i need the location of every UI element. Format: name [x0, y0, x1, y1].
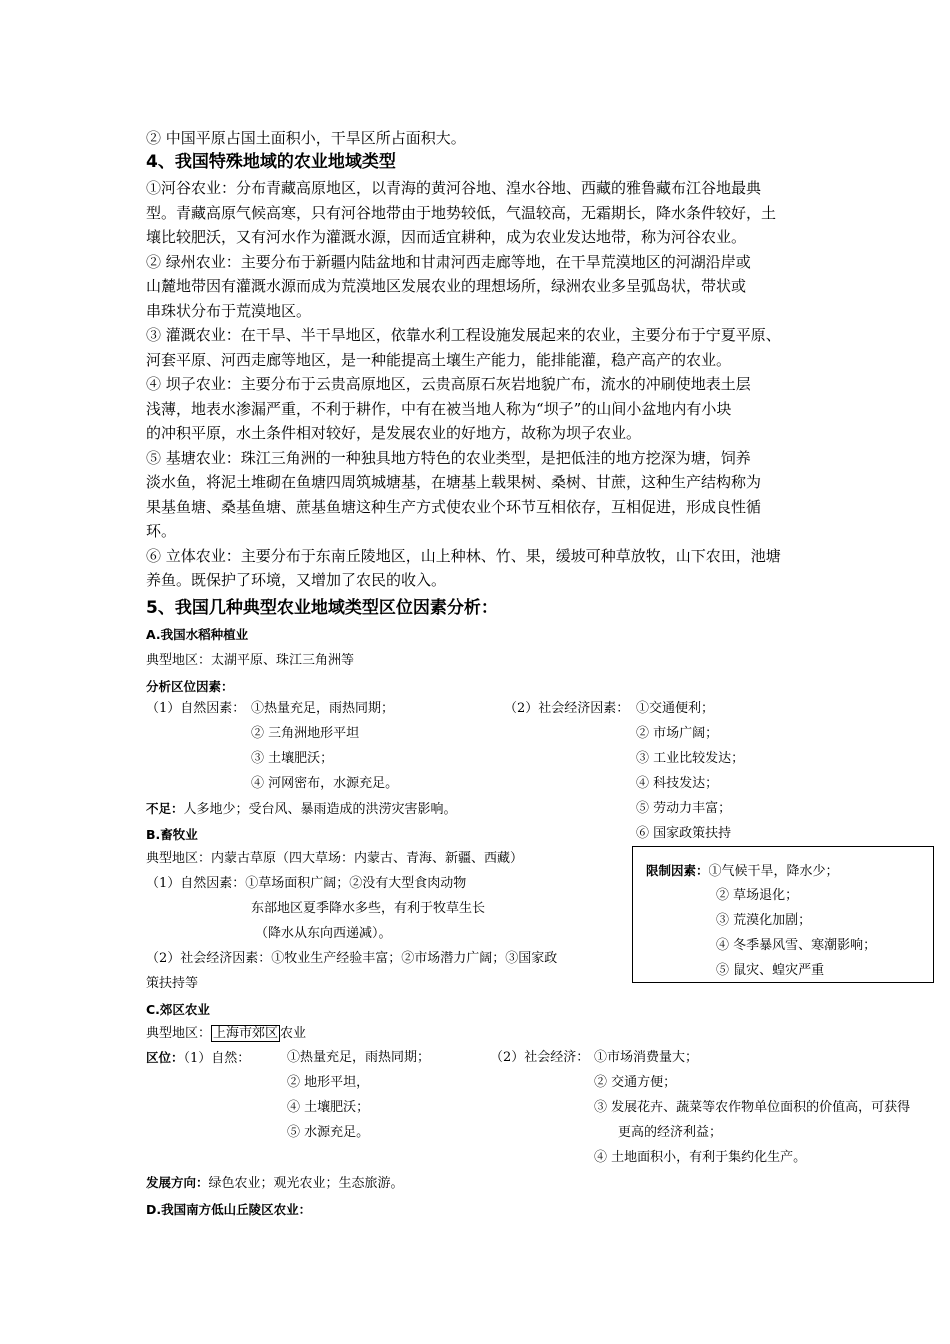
c-direction-label: 发展方向：: [146, 1175, 209, 1190]
a-deficit-text: 人多地少；受台风、暴雨造成的洪涝灾害影响。: [183, 802, 457, 817]
s4-line: 果基鱼塘、桑基鱼塘、蔗基鱼塘这种生产方式使农业个环节互相依存，互相促进，形成良性循: [146, 497, 762, 516]
c-typical-suffix: 农业: [280, 1026, 307, 1041]
b-natural-line: （1）自然因素：①草场面积广阔；②没有大型食肉动物: [146, 876, 467, 891]
s4-line: 环。: [146, 522, 177, 540]
a-deficit: [146, 796, 457, 822]
b-natural-line: （降水从东向西递减）。: [255, 926, 392, 941]
c-natural-item: ①热量充足，雨热同期；: [287, 1050, 431, 1065]
section4-title: 4、我国特殊地域的农业地域类型: [146, 152, 396, 172]
a-natural-item: ①热量充足，雨热同期；: [251, 701, 395, 716]
b-natural-line: 东部地区夏季降水多些，有利于牧草生长: [251, 901, 486, 916]
b-limit-item: ② 草场退化；: [716, 888, 799, 903]
intro-line: ② 中国平原占国土面积小，干旱区所占面积大。: [146, 129, 466, 147]
b-heading: B.畜牧业: [146, 827, 198, 842]
c-social-item: ①市场消费量大；: [594, 1050, 699, 1065]
b-limit-first: [646, 858, 839, 884]
c-direction: [146, 1170, 404, 1196]
c-typical: [146, 1021, 306, 1046]
s4-line: 型。青藏高原气候高寒，只有河谷地带由于地势较低，气温较高，无霜期长，降水条件较好，土: [146, 203, 777, 222]
s4-line: 的冲积平原，水土条件相对较好，是发展农业的好地方，故称为坝子农业。: [146, 424, 642, 442]
b-limit-item: ⑤ 鼠灾、蝗灾严重: [716, 963, 825, 978]
b-typical: 典型地区：内蒙古草原（四大草场：内蒙古、青海、新疆、西藏）: [146, 851, 524, 866]
a-social-item: ② 市场广阔；: [636, 726, 719, 741]
c-natural-prefix: （1）自然：: [183, 1051, 251, 1066]
b-social-line: 策扶持等: [146, 976, 199, 991]
s4-line: ④ 坝子农业：主要分布于云贵高原地区，云贵高原石灰岩地貌广布，流水的冲刷使地表土层: [146, 375, 751, 393]
c-social-prefix: （2）社会经济：: [490, 1050, 590, 1065]
section5-title: 5、我国几种典型农业地域类型区位因素分析：: [146, 598, 498, 618]
c-location-first: [146, 1045, 250, 1071]
s4-line: 壤比较肥沃，又有河水作为灌溉水源，因而适宜耕种，成为农业发达地带，称为河谷农业。: [146, 228, 747, 246]
b-limit-label: 限制因素：: [646, 863, 709, 878]
c-natural-item: ④ 土壤肥沃；: [287, 1100, 370, 1115]
c-typical-prefix: 典型地区：: [146, 1026, 212, 1041]
s4-line: 山麓地带因有灌溉水源而成为荒漠地区发展农业的理想场所，绿洲农业多呈弧岛状，带状或: [146, 277, 747, 295]
a-social-item: ③ 工业比较发达；: [636, 751, 745, 766]
s4-line: ② 绿州农业：主要分布于新疆内陆盆地和甘肃河西走廊等地，在干旱荒漠地区的河湖沿岸或: [146, 252, 751, 271]
a-natural-item: ④ 河网密布，水源充足。: [251, 776, 399, 791]
s4-line: 串珠状分布于荒漠地区。: [146, 301, 312, 320]
s4-line: ⑥ 立体农业：主要分布于东南丘陵地区，山上种林、竹、果，缓坡可种草放牧，山下农田，池塘: [146, 546, 781, 565]
a-natural-item: ② 三角洲地形平坦: [251, 726, 360, 741]
c-direction-text: 绿色农业；观光农业；生态旅游。: [208, 1176, 404, 1191]
s4-line: ⑤ 基塘农业：珠江三角洲的一种独具地方特色的农业类型，是把低洼的地方挖深为塘，饲养: [146, 448, 751, 467]
c-natural-item: ② 地形平坦，: [287, 1075, 370, 1090]
c-social-item: ④ 土地面积小，有利于集约化生产。: [594, 1150, 807, 1165]
d-heading: D.我国南方低山丘陵区农业：: [146, 1202, 312, 1217]
c-social-item: ③ 发展花卉、蔬菜等农作物单位面积的价值高，可获得: [594, 1100, 911, 1115]
s4-line: 浅薄，地表水渗漏严重，不利于耕作，中有在被当地人称为“坝子”的山间小盆地内有小块: [146, 399, 732, 418]
s4-line: 淡水鱼，将泥土堆砌在鱼塘四周筑城塘基，在塘基上载果树、桑树、甘蔗，这种生产结构称为: [146, 473, 762, 491]
a-heading: A.我国水稻种植业: [146, 627, 249, 642]
c-typical-boxed: 上海市郊区: [213, 1026, 279, 1041]
b-social-line: （2）社会经济因素：①牧业生产经验丰富；②市场潜力广阔；③国家政: [146, 951, 558, 966]
a-social-item: ⑥ 国家政策扶持: [636, 826, 732, 841]
a-deficit-label: 不足：: [146, 801, 184, 816]
s4-line: ①河谷农业：分布青藏高原地区，以青海的黄河谷地、湟水谷地、西藏的雅鲁藏布江谷地最典: [146, 179, 762, 197]
c-natural-item: ⑤ 水源充足。: [287, 1125, 370, 1140]
b-limit-item: ③ 荒漠化加剧；: [716, 913, 812, 928]
a-social-item: ⑤ 劳动力丰富；: [636, 801, 732, 816]
a-natural-prefix: （1）自然因素：: [146, 701, 246, 716]
c-location-label: 区位：: [146, 1050, 184, 1065]
a-natural-item: ③ 土壤肥沃；: [251, 751, 334, 766]
b-limit-item: ①气候干旱，降水少；: [708, 864, 839, 879]
c-social-item: ② 交通方便；: [594, 1075, 677, 1090]
a-social-prefix: （2）社会经济因素：: [504, 701, 630, 716]
s4-line: ③ 灌溉农业：在干旱、半干旱地区，依靠水利工程设施发展起来的农业，主要分布于宁夏平原、: [146, 326, 781, 344]
a-social-item: ④ 科技发达；: [636, 776, 719, 791]
s4-line: 河套平原、河西走廊等地区，是一种能提高土壤生产能力，能排能灌，稳产高产的农业。: [146, 350, 732, 369]
b-limit-item: ④ 冬季暴风雪、寒潮影响；: [716, 938, 877, 953]
a-typical: 典型地区：太湖平原、珠江三角洲等: [146, 653, 355, 668]
s4-line: 养鱼。既保护了环境，又增加了农民的收入。: [146, 571, 447, 589]
c-social-item: 更高的经济利益；: [618, 1125, 723, 1140]
a-analysis-label: 分析区位因素：: [146, 679, 234, 694]
a-social-item: ①交通便利；: [636, 701, 715, 716]
c-heading: C.郊区农业: [146, 1002, 210, 1017]
